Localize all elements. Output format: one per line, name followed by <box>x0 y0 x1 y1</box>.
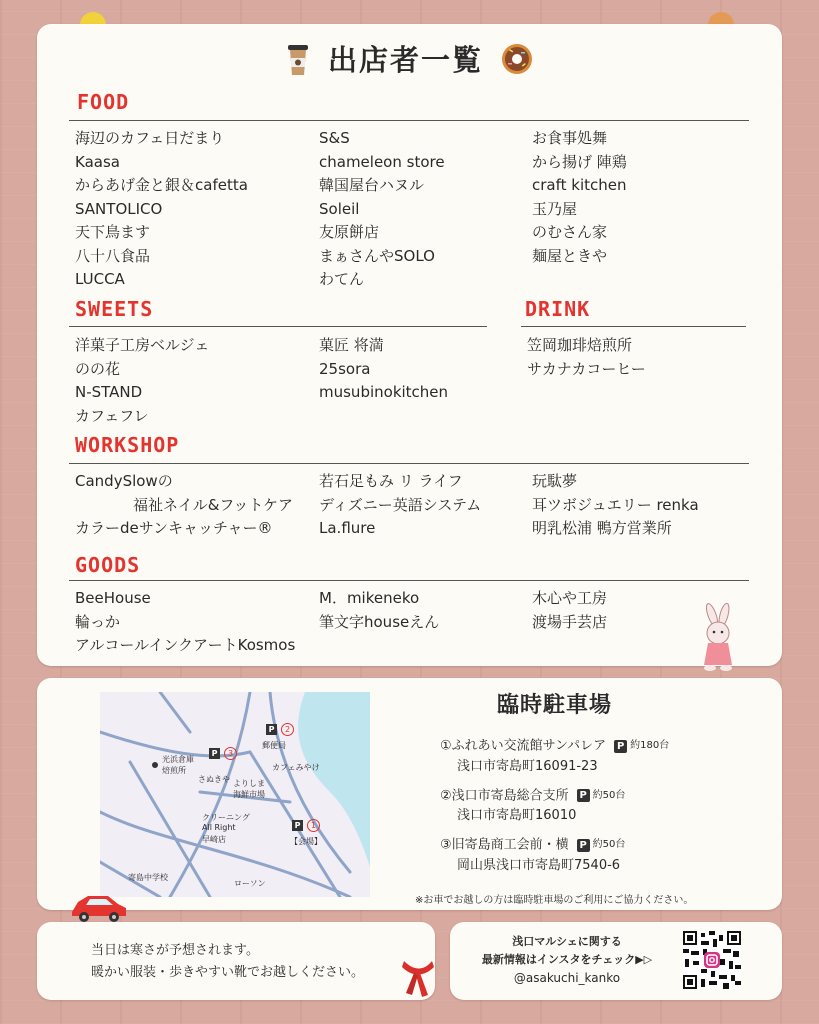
vendor-item: カラーdeサンキャッチャー® <box>75 519 273 537</box>
red-car-icon <box>68 888 130 926</box>
vendor-item: CandySlowの <box>75 472 173 490</box>
parking-number-marker: 2 <box>281 723 294 736</box>
vendor-item: 福祉ネイル&フットケア <box>133 495 294 514</box>
note-line: 当日は寒さが予想されます。 <box>91 943 259 958</box>
red-scarf-icon <box>398 955 438 999</box>
section-title-workshop: WORKSHOP <box>75 433 180 457</box>
section-divider <box>521 326 746 327</box>
section-divider <box>69 120 749 121</box>
instagram-handle-link[interactable]: @asakuchi_kanko <box>513 971 621 985</box>
vendor-item: 韓国屋台ハヌル <box>319 176 425 194</box>
vendor-item: 麺屋ときや <box>532 246 608 265</box>
workshop-list-col-2 <box>319 470 481 541</box>
vendor-item: S&S <box>319 129 350 147</box>
map-label: 【会場】 <box>290 837 322 846</box>
parking-item <box>440 786 669 827</box>
parking-number-marker: 3 <box>224 747 237 760</box>
vendor-item: Soleil <box>319 199 360 218</box>
vendor-item: 菓匠 将満 <box>319 336 384 354</box>
parking-number-marker: 1 <box>307 819 320 832</box>
vendor-item: まぁさんやSOLO <box>319 246 435 265</box>
instagram-info <box>462 933 672 987</box>
parking-list <box>440 736 669 885</box>
map-label: 焙煎所 <box>162 766 186 775</box>
vendor-item: 玉乃屋 <box>532 199 578 218</box>
coffee-cup-icon <box>285 41 311 77</box>
vendor-item: N-STAND <box>75 383 143 401</box>
section-divider <box>69 326 487 327</box>
vendor-item: 耳ツボジュエリー renka <box>532 495 699 514</box>
vendor-item: 海辺のカフェ日だまり <box>75 129 225 147</box>
section-title-sweets: SWEETS <box>75 297 154 321</box>
vendor-item: お食事処舞 <box>532 129 608 147</box>
parking-marker: P <box>266 724 277 735</box>
map-marker-dot <box>152 762 158 768</box>
vendor-item: 洋菓子工房ベルジェ <box>75 336 210 354</box>
vendor-item: カフェフレ <box>75 406 149 425</box>
vendor-item: Kaasa <box>75 152 120 171</box>
rabbit-illustration-icon <box>690 603 750 673</box>
vendor-item: 天下鳥ます <box>75 223 151 241</box>
parking-name: ③旧寄島商工会前・横 <box>440 837 569 853</box>
goods-list-col-1 <box>75 587 295 658</box>
workshop-list-col-1 <box>75 470 293 541</box>
map-label: 寄島中学校 <box>128 873 168 882</box>
vendor-item: M．mikeneko <box>319 589 420 607</box>
parking-item <box>440 835 669 876</box>
workshop-list-col-3 <box>532 470 699 541</box>
vendor-item: BeeHouse <box>75 589 151 607</box>
map-label: カフェみやけ <box>272 763 320 772</box>
parking-icon: P <box>577 789 590 802</box>
vendor-item: からあげ金と銀＆cafetta <box>75 176 248 194</box>
parking-name: ①ふれあい交流館サンパレア <box>440 738 607 754</box>
map-label: 郵便局 <box>262 741 286 750</box>
parking-name: ②浅口市寄島総合支所 <box>440 788 569 803</box>
insta-line: 浅口マルシェに関する <box>512 935 622 948</box>
note-line: 暖かい服装・歩きやすい靴でお越しください。 <box>91 965 365 980</box>
parking-marker: P <box>292 820 303 831</box>
map-label: ローソン <box>234 879 266 888</box>
vendor-item: 友原餅店 <box>319 223 380 241</box>
parking-icon: P <box>614 740 627 753</box>
vendor-item: のむさん家 <box>532 223 608 241</box>
parking-title: 臨時駐車場 <box>497 693 613 718</box>
parking-item <box>440 736 669 777</box>
parking-capacity: 約50台 <box>592 789 626 801</box>
donut-icon <box>500 42 534 76</box>
section-title-drink: DRINK <box>525 297 591 321</box>
map-label: 光浜倉庫 <box>162 755 194 764</box>
goods-list-col-3 <box>532 587 607 634</box>
vendor-item: SANTOLICO <box>75 199 163 218</box>
vendor-item: 若石足もみ リ ライフ <box>319 472 463 490</box>
parking-icon: P <box>577 839 590 852</box>
section-title-food: FOOD <box>77 90 130 114</box>
area-map <box>100 692 370 897</box>
parking-address: 浅口市寄島町16010 <box>457 808 577 823</box>
map-label: 早崎店 <box>202 835 226 844</box>
vendor-item: サカナカコーヒー <box>527 359 646 378</box>
vendor-item: のの花 <box>75 359 121 378</box>
food-list-col-3 <box>532 127 627 268</box>
section-divider <box>69 463 749 464</box>
goods-list-col-2 <box>319 587 439 634</box>
map-label: クリーニング <box>202 813 250 822</box>
vendor-item: アルコールインクアートKosmos <box>75 636 296 654</box>
map-label: よりしま <box>233 779 265 788</box>
vendor-item: 渡場手芸店 <box>532 612 608 631</box>
page-title: 出店者一覧 <box>327 43 483 77</box>
vendor-item: La.flure <box>319 519 376 537</box>
insta-line: 最新情報はインスタをチェック▶▷ <box>481 953 653 966</box>
vendor-item: 輪っか <box>75 612 121 631</box>
parking-notice: ※お車でお越しの方は臨時駐車場のご利用にご協力ください。 <box>415 895 694 906</box>
drink-list <box>527 334 646 381</box>
vendor-item: 明乳松浦 鴨方営業所 <box>532 519 672 537</box>
sweets-list-col-1 <box>75 334 209 428</box>
vendor-item: craft kitchen <box>532 176 627 194</box>
parking-capacity: 約180台 <box>630 740 670 751</box>
vendor-item: musubinokitchen <box>319 383 449 401</box>
vendor-item: わてん <box>319 270 365 288</box>
section-title-goods: GOODS <box>75 553 141 577</box>
parking-marker: P <box>209 748 220 759</box>
parking-address: 岡山県浅口市寄島町7540-6 <box>457 857 621 873</box>
map-label: All Right <box>202 823 236 832</box>
vendor-item: chameleon store <box>319 152 445 171</box>
section-divider <box>69 580 749 581</box>
title-row <box>0 38 819 79</box>
sweets-list-col-2 <box>319 334 448 405</box>
vendor-item: 八十八食品 <box>75 246 151 265</box>
qr-code-icon[interactable] <box>683 931 741 989</box>
food-list-col-2 <box>319 127 445 292</box>
vendor-item: ディズニー英語システム <box>319 495 482 514</box>
weather-note <box>91 940 364 984</box>
vendor-item: LUCCA <box>75 270 125 288</box>
qr-code-pattern <box>683 931 741 989</box>
parking-capacity: 約50台 <box>592 839 626 850</box>
map-label: さぬきや <box>198 775 230 784</box>
parking-address: 浅口市寄島町16091-23 <box>457 758 598 774</box>
map-label: 海鮮市場 <box>233 790 265 799</box>
vendor-item: から揚げ 陣鶏 <box>532 152 627 171</box>
vendor-item: 木心や工房 <box>532 589 608 607</box>
food-list-col-1 <box>75 127 248 292</box>
vendor-item: 笠岡珈琲焙煎所 <box>527 336 633 354</box>
vendor-item: 25sora <box>319 359 371 378</box>
vendor-item: 筆文字houseえん <box>319 612 440 631</box>
vendor-item: 玩駄夢 <box>532 472 578 490</box>
